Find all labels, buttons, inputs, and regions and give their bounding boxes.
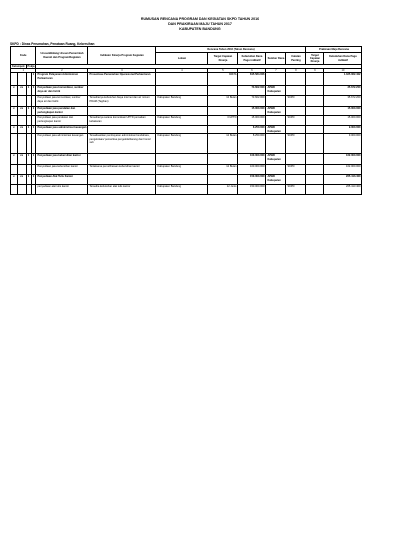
indikator-cell: Terlaksana pemeliharaan kebersihan kantor	[88, 165, 156, 175]
catatan-cell: SKPD	[286, 185, 306, 195]
sumber-cell	[266, 134, 286, 154]
kode-cell: 1	[31, 86, 36, 96]
dana-cell: 815.584.006	[238, 73, 266, 86]
sumber-cell: APBD Kabupaten	[266, 86, 286, 96]
kode-cell	[17, 96, 26, 107]
table-row	[11, 185, 362, 195]
urusan-cell: Penyediaan jasa kebersihan kantor	[36, 154, 88, 165]
catatan-cell: SKPD	[286, 116, 306, 126]
dana-2-cell: 162.000.000	[324, 165, 362, 175]
target-cell: 12 Bulan	[208, 96, 238, 107]
kode-cell: xx	[17, 86, 26, 96]
kode-cell: 1	[31, 126, 36, 134]
kode-cell	[11, 73, 18, 86]
indikator-cell	[88, 107, 156, 116]
column-number: 10	[324, 69, 362, 73]
kode-cell	[17, 165, 26, 175]
kode-cell: x	[11, 86, 18, 96]
target-2-cell	[306, 73, 324, 86]
column-number: 2	[36, 69, 88, 73]
indikator-cell	[88, 154, 156, 165]
column-number: 8	[286, 69, 306, 73]
urusan-cell: Penyediaan jasa komunikasi, sumber daya air dan listrik	[36, 96, 88, 107]
dana-2-cell: 1.325.062.402	[324, 73, 362, 86]
kode-cell: x	[11, 107, 18, 116]
program-table	[10, 46, 362, 195]
catatan-cell	[286, 107, 306, 116]
catatan-cell: SKPD	[286, 96, 306, 107]
dana-2-cell: 265.413.400	[324, 175, 362, 185]
dana-cell: 15.000.000	[238, 107, 266, 116]
dana-2-cell: 15.000.000	[324, 107, 362, 116]
urusan-cell: penyediaan alat tulis kantor	[36, 185, 88, 195]
target-cell	[208, 175, 238, 185]
column-number: 4	[156, 69, 208, 73]
table-row	[11, 165, 362, 175]
urusan-cell: Penyediaan jasa peralatan dan perlengkapan kantor	[36, 116, 88, 126]
target-cell	[208, 154, 238, 165]
header-pokja: Pokja	[27, 65, 35, 68]
target-cell: 12 Bulan	[208, 134, 238, 154]
catatan-cell: SKPD	[286, 165, 306, 175]
sumber-cell: APBD Kabupaten	[266, 154, 286, 165]
indikator-cell: Tersedianya sarana komunikasi UPTD pemadam kebakaran	[88, 116, 156, 126]
target-2-cell	[306, 86, 324, 96]
catatan-cell	[286, 126, 306, 134]
lokasi-cell: Kabupaten Bandung	[156, 165, 208, 175]
urusan-cell: Program Pelayanan Administrasi Perkantoran	[36, 73, 88, 86]
column-number: 7	[266, 69, 286, 73]
table-row	[11, 73, 362, 86]
kode-cell: xx	[17, 126, 26, 134]
indikator-cell: Prosentase Pemenuhan Operasional Perkantoran	[88, 73, 156, 86]
lokasi-cell: Kabupaten Bandung	[156, 185, 208, 195]
header-sumber: Sumber Dana	[266, 53, 286, 65]
lokasi-cell	[156, 107, 208, 116]
urusan-cell: Penyediaan jasa administrasi keuangan	[36, 126, 88, 134]
lokasi-cell	[156, 154, 208, 165]
document-title-line2: DAN PRAKIRAAN MAJU TAHUN 2017	[168, 22, 232, 26]
urusan-cell: Penyediaan jasa peralatan dan perlengkapan kantor	[36, 107, 88, 116]
lokasi-cell: Kabupaten Bandung	[156, 134, 208, 154]
urusan-cell: Penyediaan jasa administrasi keuangan	[36, 134, 88, 154]
sumber-cell: APBD Kabupaten	[266, 126, 286, 134]
dana-cell: 15.000.000	[238, 116, 266, 126]
kode-cell	[17, 116, 26, 126]
target-2-cell	[306, 116, 324, 126]
kode-cell: xx	[17, 175, 26, 185]
sumber-cell	[266, 185, 286, 195]
table-row	[11, 86, 362, 96]
sumber-cell	[266, 96, 286, 107]
indikator-cell	[88, 175, 156, 185]
table-row	[11, 116, 362, 126]
kode-cell: xx	[17, 154, 26, 165]
kode-cell: 1	[31, 154, 36, 165]
target-2-cell	[306, 185, 324, 195]
header-prakiraan-group: Prakiraan Maju Rencana	[306, 47, 362, 53]
sumber-cell	[266, 116, 286, 126]
kode-cell: 1	[31, 73, 36, 86]
kode-cell	[11, 185, 18, 195]
lokasi-cell: Kabupaten Bandung	[156, 116, 208, 126]
table-row	[11, 96, 362, 107]
lokasi-cell	[156, 175, 208, 185]
dana-2-cell: 9.000.000	[324, 134, 362, 154]
sumber-cell: APBD Kabupaten	[266, 107, 286, 116]
kode-cell: x	[11, 126, 18, 134]
column-number: 3	[88, 69, 156, 73]
catatan-cell	[286, 86, 306, 96]
kode-cell	[11, 165, 18, 175]
kode-cell: 1	[26, 154, 31, 165]
dana-2-cell: 265.413.400	[324, 185, 362, 195]
kode-cell	[11, 96, 18, 107]
kode-cell: 1	[26, 126, 31, 134]
indikator-cell: Tersedianya kebutuhan biaya internet dan air minum PDAM (Tagihan)	[88, 96, 156, 107]
catatan-cell: SKPD	[286, 134, 306, 154]
lokasi-cell	[156, 126, 208, 134]
target-2-cell	[306, 134, 324, 154]
dana-2-cell: 35.672.200	[324, 96, 362, 107]
target-cell	[208, 107, 238, 116]
target-cell: 100 %	[208, 73, 238, 86]
column-number: 9	[306, 69, 324, 73]
header-kelompok: Kelompok	[12, 65, 25, 68]
dana-cell: 150.000.000	[238, 185, 266, 195]
kode-cell	[11, 116, 18, 126]
dana-2-cell: 35.672.200	[324, 86, 362, 96]
target-2-cell	[306, 165, 324, 175]
target-2-cell	[306, 96, 324, 107]
target-cell: 3 UPTD	[208, 116, 238, 126]
urusan-cell: Penyediaan Alat Tulis Kantor	[36, 175, 88, 185]
dana-2-cell: 15.000.000	[324, 116, 362, 126]
kode-cell: 1	[26, 107, 31, 116]
dana-cell: 150.000.000	[238, 175, 266, 185]
kode-cell	[11, 134, 18, 154]
indikator-cell: Terealisasikan pembayaran administrasi bendahara, pengelolaan/ pemeriksa pengelola/barang dan honor/ sub	[88, 134, 156, 154]
dana-2-cell: 9.000.000	[324, 126, 362, 134]
target-2-cell	[306, 107, 324, 116]
target-cell	[208, 86, 238, 96]
dana-2-cell: 162.000.000	[324, 154, 362, 165]
skpd-label: SKPD : Dinas Perumahan, Penataan Ruang, Kebersihan	[10, 42, 95, 46]
kode-cell: 1	[31, 107, 36, 116]
kode-cell: 1	[31, 175, 36, 185]
kode-cell	[17, 185, 26, 195]
sumber-cell	[266, 165, 286, 175]
table-row	[11, 154, 362, 165]
column-number: 5	[208, 69, 238, 73]
kode-cell	[17, 134, 26, 154]
lokasi-cell	[156, 86, 208, 96]
header-kode: Kode	[11, 47, 36, 65]
dana-cell: 73.602.000	[238, 96, 266, 107]
target-cell	[208, 126, 238, 134]
urusan-cell: Penyediaan jasa kebersihan kantor	[36, 165, 88, 175]
header-catatan: Catatan Penting	[286, 53, 306, 65]
table-row	[11, 134, 362, 154]
indikator-cell	[88, 86, 156, 96]
lokasi-cell	[156, 73, 208, 86]
header-target-2: Target Capaian Kinerja	[306, 53, 324, 65]
sumber-cell: APBD Kabupaten	[266, 175, 286, 185]
dana-cell: 73.602.000	[238, 86, 266, 96]
urusan-cell: Penyediaan jasa komunikasi, sumber daya air dan listrik	[36, 86, 88, 96]
lokasi-cell: Kabupaten Bandung	[156, 96, 208, 107]
column-number: 6	[238, 69, 266, 73]
header-indikator: Indikator Kinerja Program Kegiatan	[88, 47, 156, 65]
catatan-cell	[286, 175, 306, 185]
dana-cell: 100.000.000	[238, 154, 266, 165]
header-kebutuhan: Kebutuhan Dana Pagu indikatif	[238, 53, 266, 65]
kode-cell: 1	[26, 86, 31, 96]
dana-cell: 8.250.000	[238, 126, 266, 134]
table-row	[11, 175, 362, 185]
column-number: 1	[11, 69, 36, 73]
target-2-cell	[306, 154, 324, 165]
header-target: Target Capaian Kinerja	[208, 53, 238, 65]
dana-cell: 100.000.000	[238, 165, 266, 175]
target-cell: 12 Jenis	[208, 185, 238, 195]
kode-cell: x	[11, 154, 18, 165]
kode-cell	[17, 73, 26, 86]
document-title-line1: RUMUSAN RENCANA PROGRAM DAN KEGIATAN SKPD TAHUN 2016	[140, 17, 260, 21]
dana-cell: 8.250.000	[238, 134, 266, 154]
catatan-cell	[286, 154, 306, 165]
header-urusan: Urusan/Bidang Urusan Pemerintah Daerah dan Program/Kegiatan	[36, 47, 88, 65]
target-cell: 12 Bulan	[208, 165, 238, 175]
target-2-cell	[306, 175, 324, 185]
header-kebutuhan-2: Kebutuhan Dana Pagu indikatif	[324, 53, 362, 65]
kode-cell: 1	[26, 175, 31, 185]
target-2-cell	[306, 126, 324, 134]
catatan-cell	[286, 73, 306, 86]
table-row	[11, 107, 362, 116]
table-row	[11, 126, 362, 134]
header-lokasi: Lokasi	[156, 53, 208, 65]
kode-cell: xx	[17, 107, 26, 116]
document-title-line3: KABUPATEN BANDUNG	[179, 27, 221, 31]
header-rencana-group: Rencana Tahun 2016 (Tahun Rencana)	[156, 47, 306, 53]
indikator-cell	[88, 126, 156, 134]
indikator-cell: Tersedia kebutuhan alat tulis kantor	[88, 185, 156, 195]
sumber-cell	[266, 73, 286, 86]
kode-cell: x	[11, 175, 18, 185]
